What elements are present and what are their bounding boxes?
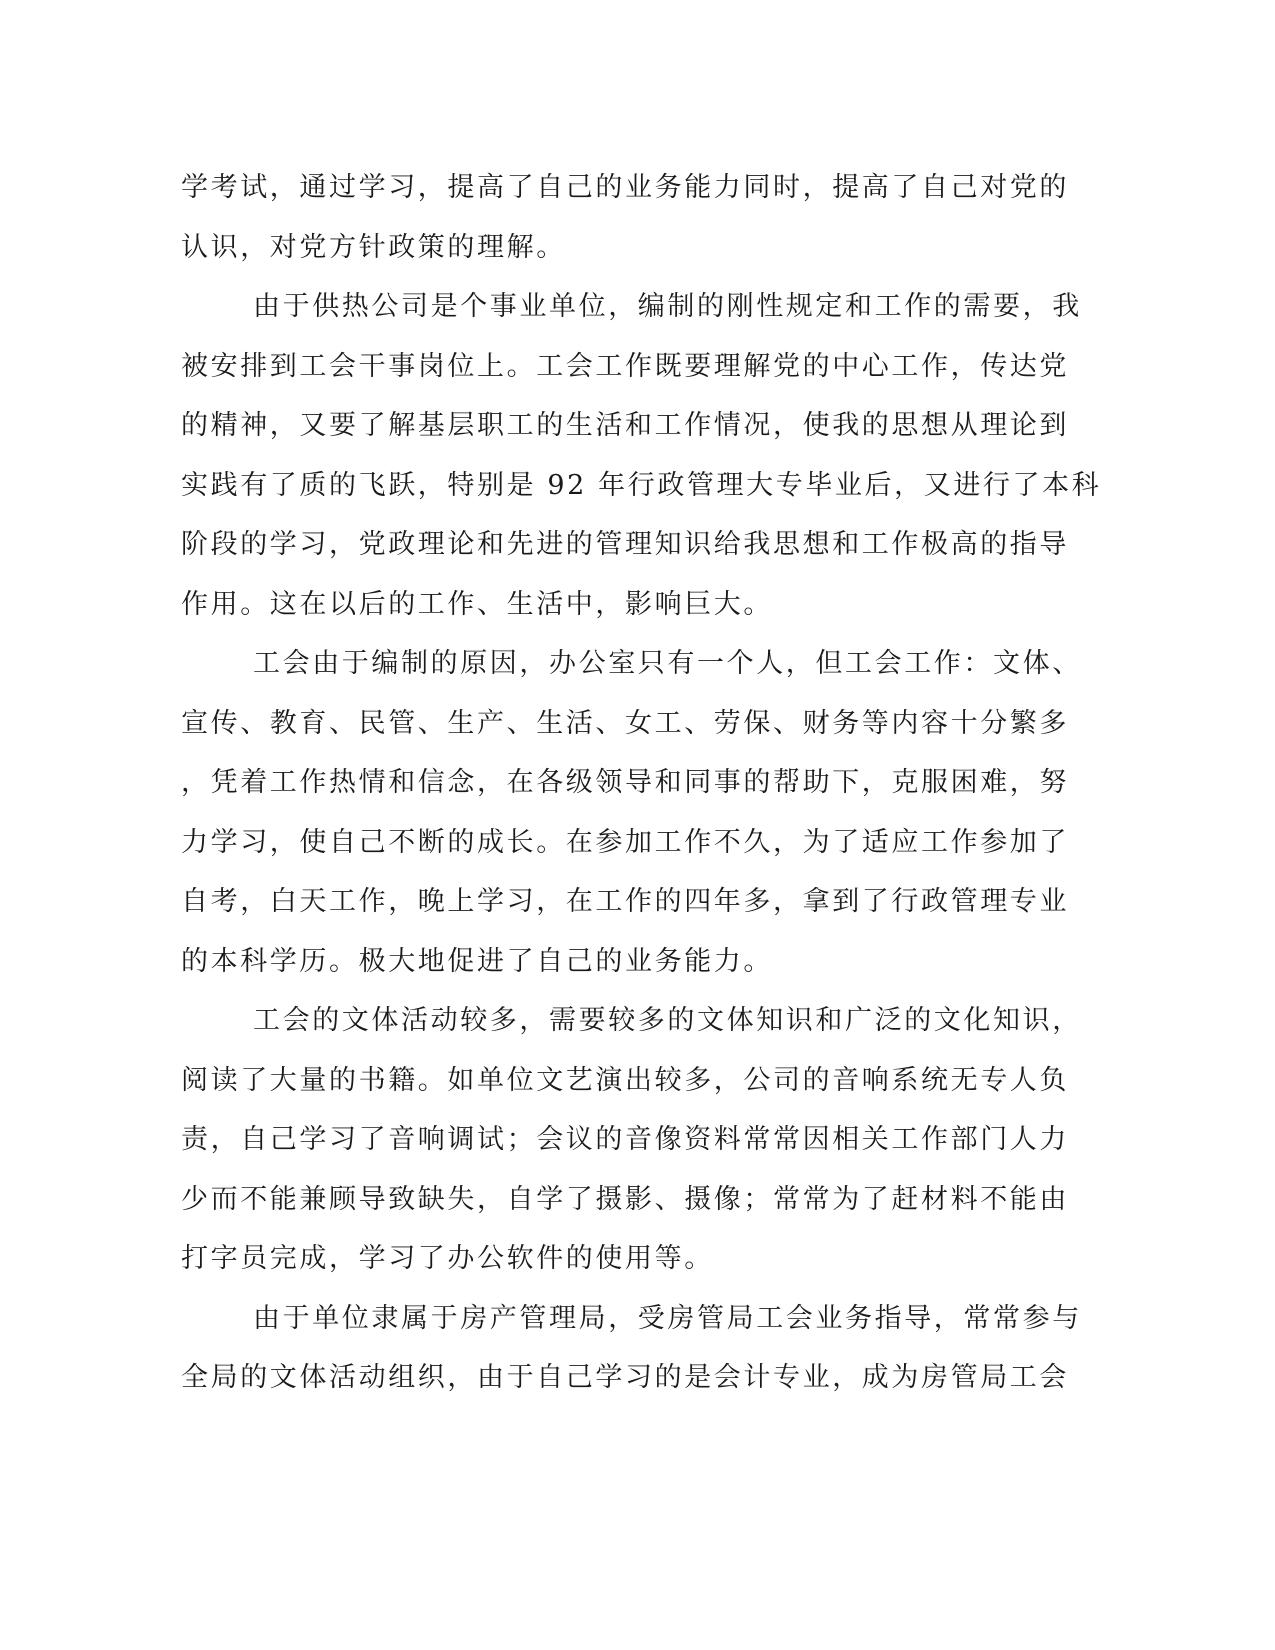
paragraph-start-line: 由于单位隶属于房产管理局，受房管局工会业务指导，常常参与 xyxy=(253,1302,1082,1334)
paragraph-start-line: 由于供热公司是个事业单位，编制的刚性规定和工作的需要，我 xyxy=(253,291,1082,322)
text-line: 被安排到工会干事岗位上。工会工作既要理解党的中心工作，传达党 xyxy=(181,350,1069,382)
text-line: 实践有了质的飞跃，特别是 92 年行政管理大专毕业后，又进行了本科 xyxy=(181,469,1102,501)
text-line: 阶段的学习，党政理论和先进的管理知识给我思想和工作极高的指导 xyxy=(181,529,1069,560)
text-line: 阅读了大量的书籍。如单位文艺演出较多，公司的音响系统无专人负 xyxy=(181,1064,1069,1096)
text-line: 的本科学历。极大地促进了自己的业务能力。 xyxy=(181,945,773,977)
text-line: 学考试，通过学习，提高了自己的业务能力同时，提高了自己对党的 xyxy=(181,172,1069,203)
text-line: 全局的文体活动组织，由于自己学习的是会计专业，成为房管局工会 xyxy=(181,1362,1069,1393)
text-line: 宣传、教育、民管、生产、生活、女工、劳保、财务等内容十分繁多 xyxy=(181,707,1069,739)
text-line: 责，自己学习了音响调试；会议的音像资料常常因相关工作部门人力 xyxy=(181,1124,1069,1155)
text-line: ，凭着工作热情和信念，在各级领导和同事的帮助下，克服困难，努 xyxy=(181,767,1069,798)
text-line: 作用。这在以后的工作、生活中，影响巨大。 xyxy=(181,588,773,620)
text-line: 打字员完成，学习了办公软件的使用等。 xyxy=(181,1243,714,1274)
text-line: 自考，白天工作，晚上学习，在工作的四年多，拿到了行政管理专业 xyxy=(181,886,1069,917)
document-body xyxy=(181,158,1102,1408)
text-line: 少而不能兼顾导致缺失，自学了摄影、摄像；常常为了赶材料不能由 xyxy=(181,1183,1069,1215)
text-line: 力学习，使自己不断的成长。在参加工作不久，为了适应工作参加了 xyxy=(181,826,1069,858)
text-line: 认识，对党方针政策的理解。 xyxy=(181,231,566,263)
paragraph-start-line: 工会由于编制的原因，办公室只有一个人，但工会工作：文体、 xyxy=(253,648,1082,679)
paragraph-start-line: 工会的文体活动较多，需要较多的文体知识和广泛的文化知识， xyxy=(253,1005,1082,1036)
text-line: 的精神，又要了解基层职工的生活和工作情况，使我的思想从理论到 xyxy=(181,410,1069,441)
